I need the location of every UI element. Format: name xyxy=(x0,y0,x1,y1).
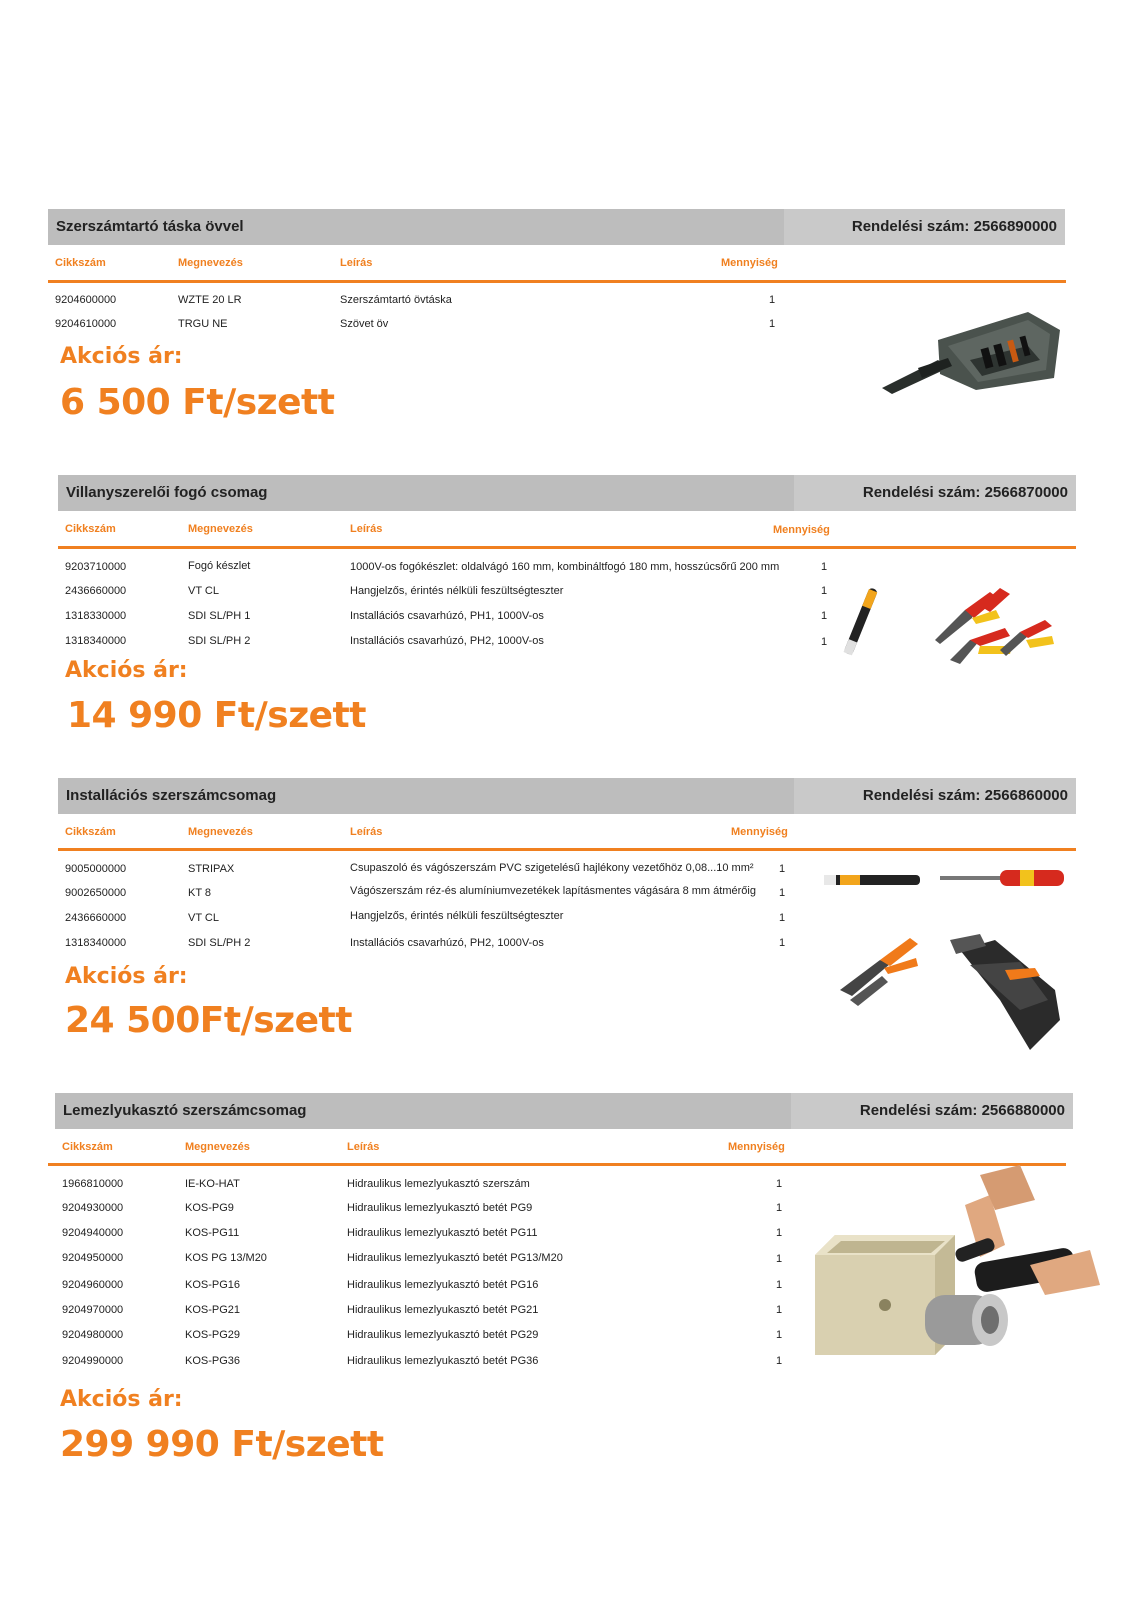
table-cell: 1 xyxy=(776,1329,783,1341)
divider xyxy=(58,546,1076,549)
table-cell: 1 xyxy=(776,1202,783,1214)
col-desc: Leírás xyxy=(350,523,383,535)
table-cell: Fogó készlet xyxy=(188,560,251,572)
table-cell: 1 xyxy=(776,1279,783,1291)
section-title: Lemezlyukasztó szerszámcsomag xyxy=(63,1102,307,1119)
table-cell: KOS PG 13/M20 xyxy=(185,1252,267,1264)
table-row: 2436660000 xyxy=(65,585,127,597)
table-cell: 1 xyxy=(776,1227,783,1239)
table-row: 2436660000 xyxy=(65,912,127,924)
table-row: 1966810000 xyxy=(62,1178,124,1190)
section-header xyxy=(55,1093,1073,1129)
price-label: Akciós ár: xyxy=(60,1387,183,1412)
table-row: 9203710000 xyxy=(65,561,127,573)
table-cell: STRIPAX xyxy=(188,863,235,875)
table-cell: Hangjelzős, érintés nélküli feszültségteszter xyxy=(350,910,564,922)
table-cell: 1 xyxy=(821,610,828,622)
col-code: Cikkszám xyxy=(65,826,116,838)
table-cell: Szövet öv xyxy=(340,318,389,330)
price: 24 500Ft/szett xyxy=(65,1000,352,1041)
table-cell: Hidraulikus lemezlyukasztó betét PG13/M20 xyxy=(347,1252,563,1264)
table-cell: WZTE 20 LR xyxy=(178,294,242,306)
table-cell: Hangjelzős, érintés nélküli feszültségteszter xyxy=(350,585,564,597)
table-row: 9204610000 xyxy=(55,318,117,330)
tool-belt-bag-image xyxy=(878,290,1068,400)
table-cell: SDI SL/PH 2 xyxy=(188,937,251,949)
table-cell: 1 xyxy=(769,294,776,306)
table-row: 9204940000 xyxy=(62,1227,124,1239)
table-cell: VT CL xyxy=(188,912,219,924)
table-cell: 1 xyxy=(776,1253,783,1265)
col-desc: Leírás xyxy=(340,257,373,269)
section-header xyxy=(58,778,1076,814)
col-qty: Mennyiség xyxy=(731,826,788,838)
table-cell: 1 xyxy=(779,863,786,875)
table-cell: KT 8 xyxy=(188,887,212,899)
col-qty: Mennyiség xyxy=(728,1141,785,1153)
table-cell: 1 xyxy=(821,561,828,573)
table-row: 1318340000 xyxy=(65,937,127,949)
table-row: 1318340000 xyxy=(65,635,127,647)
table-cell: 1 xyxy=(779,912,786,924)
section-title: Villanyszerelői fogó csomag xyxy=(66,484,268,501)
table-cell: Hidraulikus lemezlyukasztó szerszám xyxy=(347,1178,530,1190)
table-cell: VT CL xyxy=(188,585,219,597)
table-cell: Hidraulikus lemezlyukasztó betét PG9 xyxy=(347,1202,533,1214)
table-cell: Hidraulikus lemezlyukasztó betét PG36 xyxy=(347,1355,539,1367)
table-cell: 1 xyxy=(821,585,828,597)
table-cell: Hidraulikus lemezlyukasztó betét PG11 xyxy=(347,1227,538,1239)
col-desc: Leírás xyxy=(347,1141,380,1153)
table-cell: KOS-PG21 xyxy=(185,1304,241,1316)
col-code: Cikkszám xyxy=(55,257,106,269)
table-cell: IE-KO-HAT xyxy=(185,1178,240,1190)
order-number: Rendelési szám: 2566870000 xyxy=(862,484,1068,501)
table-row: 9002650000 xyxy=(65,887,127,899)
table-cell: KOS-PG9 xyxy=(185,1202,234,1214)
table-cell: 1 xyxy=(776,1355,783,1367)
table-cell: KOS-PG29 xyxy=(185,1329,241,1341)
price-label: Akciós ár: xyxy=(65,658,188,683)
col-name: Megnevezés xyxy=(185,1141,250,1153)
table-cell: Installációs csavarhúzó, PH2, 1000V-os xyxy=(350,635,544,647)
section-header xyxy=(58,475,1076,511)
table-row: 9204960000 xyxy=(62,1279,124,1291)
table-cell: 1000V-os fogókészlet: oldalvágó 160 mm, kombináltfogó 180 mm, hosszúcsőrű 200 mm xyxy=(350,561,780,573)
col-desc: Leírás xyxy=(350,826,383,838)
price-label: Akciós ár: xyxy=(60,344,183,369)
col-name: Megnevezés xyxy=(188,523,253,535)
table-cell: Hidraulikus lemezlyukasztó betét PG29 xyxy=(347,1329,539,1341)
order-number: Rendelési szám: 2566880000 xyxy=(859,1102,1065,1119)
table-cell: 1 xyxy=(821,636,828,648)
price-label: Akciós ár: xyxy=(65,964,188,989)
table-cell: SDI SL/PH 2 xyxy=(188,635,251,647)
section-title: Installációs szerszámcsomag xyxy=(66,787,277,804)
installation-tools-image xyxy=(820,850,1080,1055)
pliers-set-image xyxy=(840,580,1060,675)
col-code: Cikkszám xyxy=(65,523,116,535)
table-cell: Szerszámtartó övtáska xyxy=(340,294,452,306)
table-cell: 1 xyxy=(779,887,786,899)
table-cell: Installációs csavarhúzó, PH1, 1000V-os xyxy=(350,610,544,622)
table-cell: KOS-PG16 xyxy=(185,1279,241,1291)
table-row: 9005000000 xyxy=(65,863,127,875)
table-row: 9204930000 xyxy=(62,1202,124,1214)
price: 6 500 Ft/szett xyxy=(60,382,335,423)
section-header xyxy=(48,209,1065,245)
divider xyxy=(48,280,1066,283)
table-cell: 1 xyxy=(776,1304,783,1316)
table-cell: Hidraulikus lemezlyukasztó betét PG21 xyxy=(347,1304,539,1316)
table-cell: SDI SL/PH 1 xyxy=(188,610,251,622)
table-row: 9204980000 xyxy=(62,1329,124,1341)
table-cell: 1 xyxy=(776,1178,783,1190)
table-row: 9204990000 xyxy=(62,1355,124,1367)
hydraulic-punch-image xyxy=(805,1165,1105,1365)
col-name: Megnevezés xyxy=(178,257,243,269)
price: 299 990 Ft/szett xyxy=(60,1424,384,1465)
table-cell: TRGU NE xyxy=(178,318,228,330)
col-name: Megnevezés xyxy=(188,826,253,838)
table-cell: Csupaszoló és vágószerszám PVC szigetelésű hajlékony vezetőhöz 0,08...10 mm² xyxy=(350,862,754,874)
table-row: 1318330000 xyxy=(65,610,127,622)
price: 14 990 Ft/szett xyxy=(67,695,366,736)
table-cell: KOS-PG36 xyxy=(185,1355,241,1367)
table-cell: Installációs csavarhúzó, PH2, 1000V-os xyxy=(350,937,544,949)
table-cell: 1 xyxy=(779,937,786,949)
col-qty: Mennyiség xyxy=(721,257,778,269)
col-qty: Mennyiség xyxy=(773,524,830,536)
table-cell: 1 xyxy=(769,318,776,330)
table-row: 9204950000 xyxy=(62,1252,124,1264)
order-number: Rendelési szám: 2566890000 xyxy=(851,218,1057,235)
section-title: Szerszámtartó táska övvel xyxy=(56,218,244,235)
table-cell: KOS-PG11 xyxy=(185,1227,240,1239)
table-cell: Hidraulikus lemezlyukasztó betét PG16 xyxy=(347,1279,539,1291)
order-number: Rendelési szám: 2566860000 xyxy=(862,787,1068,804)
table-cell: Vágószerszám réz-és alumíniumvezetékek lapításmentes vágására 8 mm átmérőig xyxy=(350,885,756,897)
table-row: 9204600000 xyxy=(55,294,117,306)
table-row: 9204970000 xyxy=(62,1304,124,1316)
col-code: Cikkszám xyxy=(62,1141,113,1153)
